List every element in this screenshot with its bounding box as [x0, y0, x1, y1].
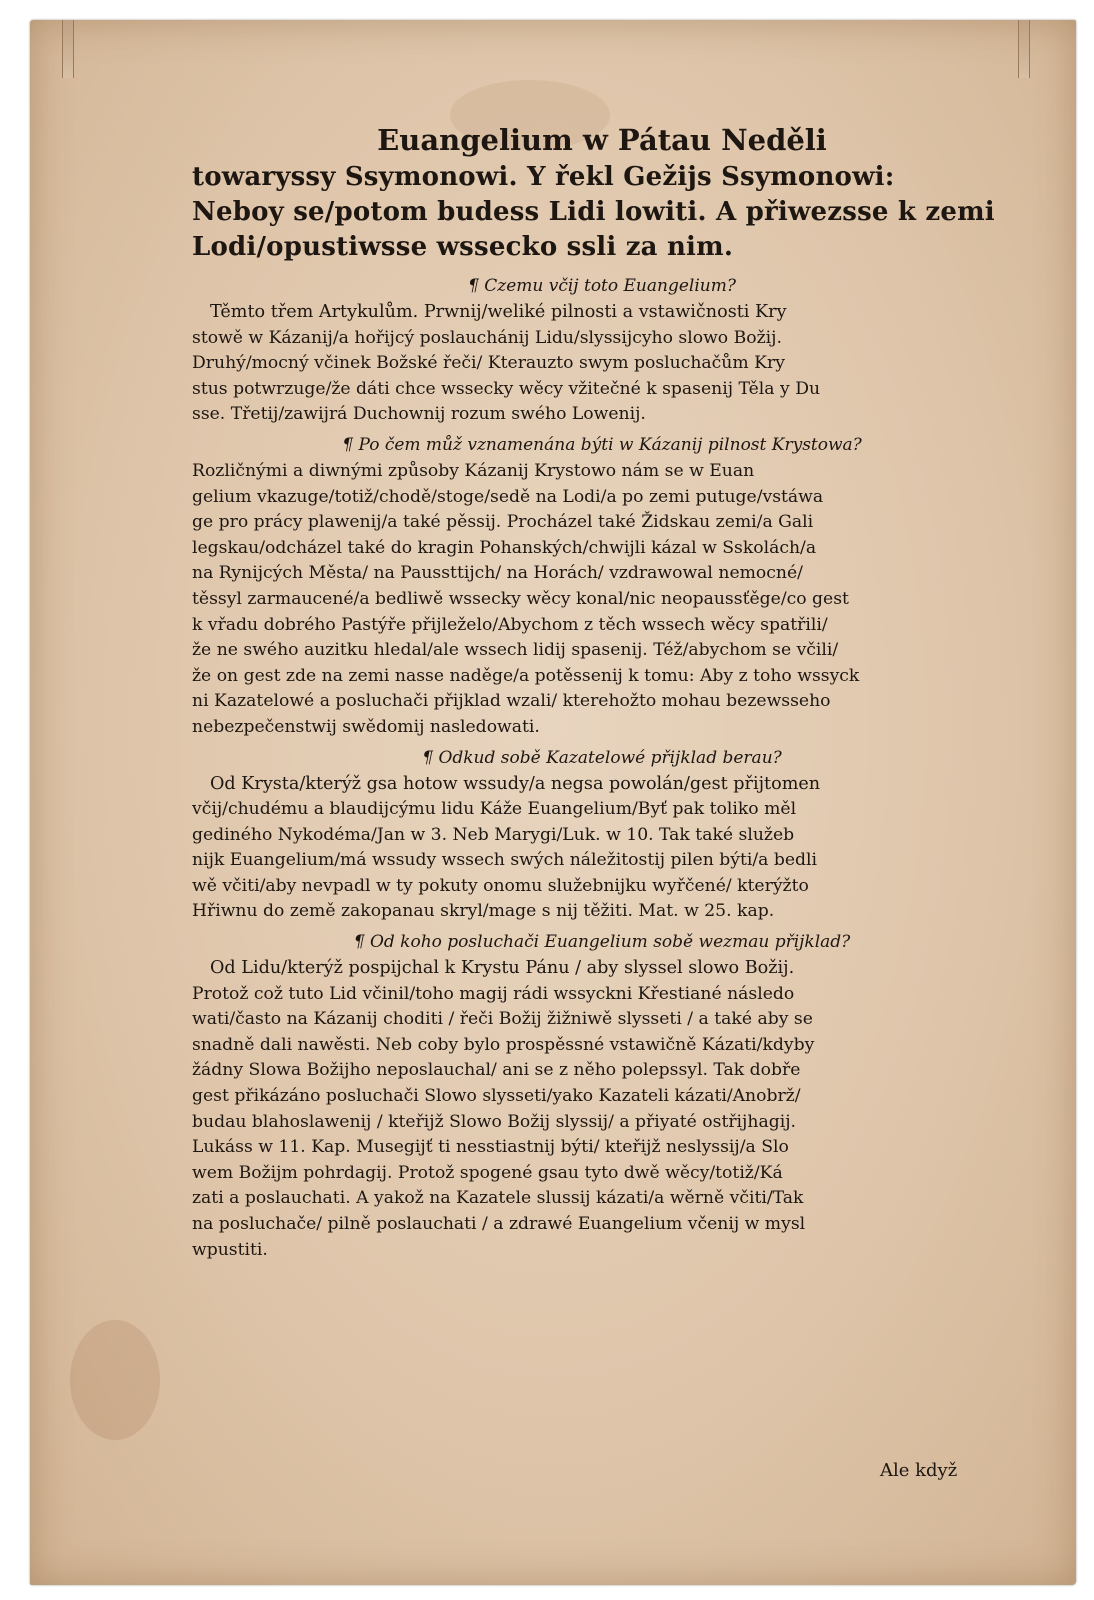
body-line: těssyl zarmaucené/a bedliwě wssecky wěcy konal/nic neopaussťěge/co gest	[192, 588, 849, 609]
body-line: gediného Nykodéma/Jan w 3. Neb Marygi/Luk. w 10. Tak také služeb	[192, 824, 795, 845]
body-line: stowě w Kázanij/a hořijcý poslauchánij Lidu/slyssijcyho slowo Božij.	[192, 327, 782, 348]
body-line: Od Krysta/kterýž gsa hotow wssudy/a negsa powolán/gest přijtomen	[210, 773, 821, 794]
body-line: wati/často na Kázanij choditi / řeči Božij žižniwě slysseti / a také aby se	[192, 1009, 813, 1030]
body-line: wpustiti.	[192, 1239, 268, 1260]
body-line: ge pro prácy plawenij/a také pěssij. Procházel také Židskau zemi/a Gali	[192, 512, 814, 533]
body-line: k vřadu dobrého Pastýře přijleželo/Abychom z těch wssech wěcy spatřili/	[192, 614, 828, 635]
body-line: Rozličnými a diwnými způsoby Kázanij Krystowo nám se w Euan	[192, 460, 755, 481]
body-line: že ne swého auzitku hledal/ale wssech lidij spasenij. Též/abychom se včili/	[192, 640, 839, 661]
body-line: wě včiti/aby nevpadl w ty pokuty onomu služebnijku wyřčené/ kterýžto	[192, 875, 809, 896]
text-block	[192, 122, 1012, 1263]
body-line: Druhý/mocný včinek Božské řeči/ Kterauzto swym posluchačům Kry	[192, 353, 785, 374]
heading-line: towaryssy Ssymonowi. Y řekl Gežijs Ssymonowi:	[192, 162, 895, 192]
body-line: gest přikázáno posluchači Slowo slysseti/yako Kazateli kázati/Anobrž/	[192, 1086, 801, 1107]
section	[192, 929, 1012, 1263]
body-line: Hřiwnu do země zakopanau skryl/mage s nij těžiti. Mat. w 25. kap.	[192, 901, 775, 922]
section-question: ¶ Odkud sobě Kazatelowé přijklad berau?	[422, 747, 782, 768]
body-line: ni Kazatelowé a posluchači přijklad wzali/ kterehožto mohau bezewsseho	[192, 691, 831, 712]
body-line: zati a poslauchati. A yakož na Kazatele slussij kázati/a wěrně včiti/Tak	[192, 1188, 804, 1209]
body-line: na Rynijcých Města/ na Paussttijch/ na Horách/ vzdrawowal nemocné/	[192, 563, 803, 584]
binding-tab-left	[62, 20, 74, 78]
body-line: stus potwrzuge/že dáti chce wssecky wěcy vžitečné k spasenij Těla y Du	[192, 378, 821, 399]
body-line: nebezpečenstwij swědomij nasledowati.	[192, 716, 540, 737]
heading-text	[192, 160, 1012, 265]
body-line: včij/chudému a blaudijcýmu lidu Káže Euangelium/Byť pak toliko měl	[192, 799, 797, 820]
section	[192, 432, 1012, 741]
heading-line: Lodi/opustiwsse wssecko ssli za nim.	[192, 232, 734, 262]
section	[192, 273, 1012, 428]
heading-line: Neboy se/potom budess Lidi lowiti. A přiwezsse k zemi	[192, 197, 995, 227]
section-question: ¶ Od koho posluchači Euangelium sobě wezmau přijklad?	[353, 932, 851, 953]
body-line: nijk Euangelium/má wssudy wssech swých náležitostij pilen býti/a bedli	[192, 850, 818, 871]
body-line: žádny Slowa Božijho neposlauchal/ ani se z něho polepssyl. Tak dobře	[192, 1060, 801, 1081]
page-title: Euangelium w Pátau Neděli	[377, 123, 827, 157]
body-line: gelium vkazuge/totiž/chodě/stoge/sedě na Lodi/a po zemi putuge/vstáwa	[192, 486, 824, 507]
body-line: legskau/odcházel také do kragin Pohanských/chwijli kázal w Sskolách/a	[192, 537, 817, 558]
catchword: Ale když	[880, 1460, 958, 1481]
section-question: ¶ Czemu včij toto Euangelium?	[468, 276, 736, 296]
paper-leaf	[30, 20, 1076, 1585]
body-line: Protož což tuto Lid včinil/toho magij rádi wssyckni Křestiané následo	[192, 983, 795, 1004]
body-line: Lukáss w 11. Kap. Musegijť ti nesstiastnij býti/ kteřijž neslyssij/a Slo	[192, 1137, 789, 1158]
binding-tab-right	[1018, 20, 1030, 78]
body-line: Těmto třem Artykulům. Prwnij/weliké pilnosti a vstawičnosti Kry	[210, 302, 787, 322]
body-line: wem Božijm pohrdagij. Protož spogené gsau tyto dwě wěcy/totiž/Ká	[192, 1162, 783, 1183]
body-line: že on gest zde na zemi nasse naděge/a potěssenij k tomu: Aby z toho wssyck	[192, 665, 860, 686]
section-question: ¶ Po čem můž vznamenána býti w Kázanij pilnost Krystowa?	[342, 434, 862, 455]
body-line: snadně dali nawěsti. Neb coby bylo prospěssné vstawičně Kázati/kdyby	[192, 1034, 815, 1055]
body-line: Od Lidu/kterýž pospijchal k Krystu Pánu / aby slyssel slowo Božij.	[210, 958, 795, 979]
body-line: sse. Třetij/zawijrá Duchownij rozum swého Lowenij.	[192, 404, 646, 425]
body-line: budau blahoslawenij / kteřijž Slowo Božij slyssij/ a přiyaté ostřijhagij.	[192, 1111, 796, 1132]
stain	[70, 1320, 160, 1440]
body-line: na posluchače/ pilně poslauchati / a zdrawé Euangelium včenij w mysl	[192, 1214, 806, 1234]
section	[192, 745, 1012, 926]
